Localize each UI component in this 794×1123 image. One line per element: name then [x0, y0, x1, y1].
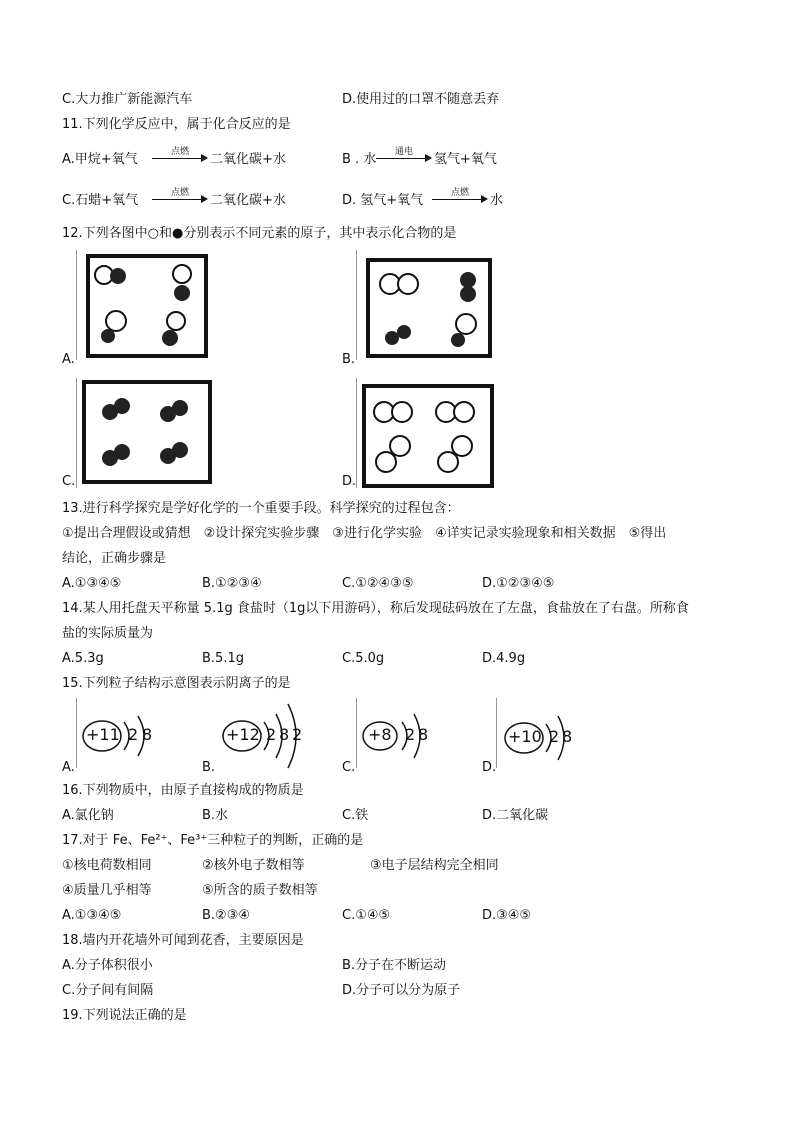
q13-stem: 13.进行科学探究是学好化学的一个重要手段。科学探究的过程包含： [62, 501, 460, 516]
q11-d-reactants: D. 氢气+氧气 [342, 193, 424, 208]
q12-stem: 12.下列各图中○和●分别表示不同元素的原子，其中表示化合物的是 [62, 226, 457, 241]
q15-a-shell-2: 8 [142, 725, 153, 744]
q15-b-shell-2: 8 [279, 725, 290, 744]
molecule-diagram [86, 384, 208, 480]
scan-edge [356, 698, 357, 768]
q15-a-nucleus: +11 [86, 725, 120, 744]
q15-label-c: C. [342, 760, 356, 775]
q15-d-shell-2: 8 [562, 727, 573, 746]
q18-option-d: D.分子可以分为原子 [342, 983, 461, 998]
scan-edge [76, 698, 77, 768]
q19-stem: 19.下列说法正确的是 [62, 1008, 187, 1023]
q12-label-a: A. [62, 352, 75, 367]
arrow-right-icon [481, 195, 488, 203]
q12-figure-d [362, 384, 494, 488]
q11-a-arrow [152, 147, 208, 164]
molecule-diagram [90, 258, 204, 354]
q11-c-arrow [152, 188, 208, 205]
q15-label-b: B. [202, 760, 216, 775]
q18-option-a: A.分子体积很小 [62, 958, 153, 973]
q15-label-a: A. [62, 760, 75, 775]
q18-option-c: C.分子间有间隔 [62, 983, 154, 998]
q17-statement-1: ①核电荷数相同 [62, 858, 152, 873]
scan-edge [496, 698, 497, 768]
q17-statement-4: ④质量几乎相等 [62, 883, 152, 898]
q10-option-c: C.大力推广新能源汽车 [62, 92, 193, 107]
q18-option-b: B.分子在不断运动 [342, 958, 447, 973]
q16-option-b: B.水 [202, 808, 229, 823]
molecule-diagram [370, 262, 488, 354]
q17-option-a: A.①③④⑤ [62, 908, 122, 923]
q14-stem-line2: 盐的实际质量为 [62, 626, 154, 641]
q18-stem: 18.墙内开花墙外可闻到花香，主要原因是 [62, 933, 304, 948]
q15-b-nucleus: +12 [226, 725, 260, 744]
q13-steps-line1: ①提出合理假设或猜想 ②设计探究实验步骤 ③进行化学实验 ④详实记录实验现象和相关数据 ⑤得出 [62, 526, 667, 541]
q14-option-a: A.5.3g [62, 651, 104, 666]
q14-option-b: B.5.1g [202, 651, 244, 666]
q13-option-b: B.①②③④ [202, 576, 262, 591]
q15-stem: 15.下列粒子结构示意图表示阴离子的是 [62, 676, 291, 691]
q15-label-d: D. [482, 760, 497, 775]
arrow-right-icon [201, 195, 208, 203]
q17-statement-3: ③电子层结构完全相同 [370, 858, 499, 873]
q14-option-d: D.4.9g [482, 651, 526, 666]
q17-option-b: B.②③④ [202, 908, 251, 923]
q11-b-reactants: B . 水 [342, 152, 377, 167]
q12-label-c: C. [62, 474, 76, 489]
q11-d-products: 水 [490, 193, 504, 208]
scan-edge [356, 250, 357, 360]
q11-c-reactants: C.石蜡+氧气 [62, 193, 139, 208]
q13-option-c: C.①②④③⑤ [342, 576, 414, 591]
molecule-diagram [366, 388, 490, 484]
q13-option-d: D.①②③④⑤ [482, 576, 555, 591]
q11-a-reactants: A.甲烷+氧气 [62, 152, 138, 167]
q17-statement-5: ⑤所含的质子数相等 [202, 883, 318, 898]
q15-d-shell-1: 2 [549, 727, 560, 746]
q15-b-shell-3: 2 [292, 725, 303, 744]
q16-option-a: A.氯化钠 [62, 808, 114, 823]
q17-option-d: D.③④⑤ [482, 908, 532, 923]
q11-d-condition: 点燃 [450, 188, 469, 198]
q14-stem-line1: 14.某人用托盘天平称量 5.1g 食盐时（1g以下用游码），称后发现砝码放在了左盘，食盐放在了右盘。所称食 [62, 601, 689, 616]
q11-stem: 11.下列化学反应中，属于化合反应的是 [62, 117, 291, 132]
q11-b-arrow [376, 147, 432, 164]
q15-d-nucleus: +10 [508, 727, 542, 746]
q12-figure-c [82, 380, 212, 484]
q12-label-d: D. [342, 474, 357, 489]
q17-option-c: C.①④⑤ [342, 908, 391, 923]
q11-b-products: 氢气+氧气 [434, 152, 497, 167]
q13-steps-line2: 结论，正确步骤是 [62, 551, 167, 566]
q11-b-condition: 通电 [394, 147, 413, 157]
scan-edge [76, 250, 77, 360]
arrow-right-icon [201, 154, 208, 162]
q11-d-arrow [432, 188, 488, 205]
q15-c-nucleus: +8 [368, 725, 392, 744]
q14-option-c: C.5.0g [342, 651, 385, 666]
scan-edge [76, 378, 77, 488]
q16-option-d: D.二氧化碳 [482, 808, 549, 823]
q17-stem: 17.对于 Fe、Fe²⁺、Fe³⁺三种粒子的判断，正确的是 [62, 833, 364, 848]
q11-a-products: 二氧化碳+水 [210, 152, 286, 167]
q15-a-shell-1: 2 [128, 725, 139, 744]
q15-c-shell-1: 2 [405, 725, 416, 744]
q11-c-products: 二氧化碳+水 [210, 193, 286, 208]
q12-figure-a [86, 254, 208, 358]
q16-stem: 16.下列物质中，由原子直接构成的物质是 [62, 783, 304, 798]
q11-a-condition: 点燃 [170, 147, 189, 157]
q15-c-shell-2: 8 [418, 725, 429, 744]
q12-label-b: B. [342, 352, 356, 367]
q16-option-c: C.铁 [342, 808, 369, 823]
q12-figure-b [366, 258, 492, 358]
q11-c-condition: 点燃 [170, 188, 189, 198]
q10-option-d: D.使用过的口罩不随意丢弃 [342, 92, 500, 107]
q15-b-shell-1: 2 [266, 725, 277, 744]
q13-option-a: A.①③④⑤ [62, 576, 122, 591]
arrow-right-icon [425, 154, 432, 162]
q17-statement-2: ②核外电子数相等 [202, 858, 305, 873]
scan-edge [356, 378, 357, 488]
